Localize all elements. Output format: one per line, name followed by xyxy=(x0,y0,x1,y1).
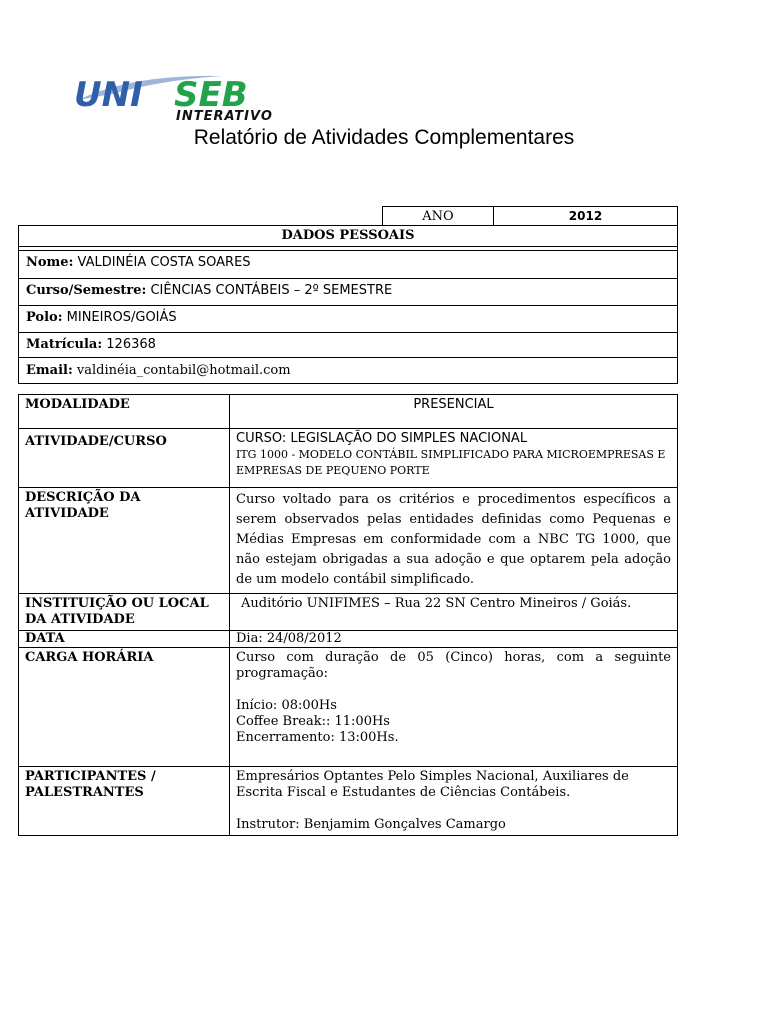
descricao-value: Curso voltado para os critérios e procedimentos específicos a serem observados pelas entidades definidas como Pequenas e Médias Empresas em conformidade com a NBC TG 1000, que não estejam obrigadas a sua adoção e que optarem pela adoção de um modelo contábil simplificado. xyxy=(230,488,678,594)
carga-label: CARGA HORÁRIA xyxy=(19,648,230,767)
ano-table xyxy=(382,206,678,226)
polo-row xyxy=(19,305,677,329)
atividade-line2: ITG 1000 - MODELO CONTÁBIL SIMPLIFICADO PARA MICROEMPRESAS E EMPRESAS DE PEQUENO PORTE xyxy=(236,448,666,477)
document-title: Relatório de Atividades Complementares xyxy=(193,126,575,149)
carga-fim: Encerramento: 13:00Hs. xyxy=(236,730,399,745)
logo-uni: UNI xyxy=(74,75,143,115)
uniseb-logo xyxy=(72,70,304,122)
ano-value: 2012 xyxy=(494,207,678,226)
activity-table xyxy=(18,394,678,836)
atividade-label: ATIVIDADE/CURSO xyxy=(19,429,230,488)
matricula-row xyxy=(19,332,677,356)
dados-pessoais-section xyxy=(18,225,678,384)
carga-spacer xyxy=(236,682,671,698)
modalidade-row xyxy=(19,395,678,429)
carga-coffee: Coffee Break:: 11:00Hs xyxy=(236,714,390,729)
polo-value: MINEIROS/GOIÁS xyxy=(66,310,177,325)
nome-label: Nome: xyxy=(26,255,74,270)
logo-interativo: INTERATIVO xyxy=(176,109,273,122)
atividade-row xyxy=(19,429,678,488)
participantes-text: Empresários Optantes Pelo Simples Nacional, Auxiliares de Escrita Fiscal e Estudantes de Ciências Contábeis. xyxy=(236,769,629,800)
data-label: DATA xyxy=(19,631,230,648)
email-value: valdinéia_contabil@hotmail.com xyxy=(76,363,291,378)
logo-seb: SEB xyxy=(174,75,248,115)
curso-value: CIÊNCIAS CONTÁBEIS – 2º SEMESTRE xyxy=(150,283,393,298)
matricula-label: Matrícula: xyxy=(26,337,103,352)
descricao-row xyxy=(19,488,678,594)
participantes-value xyxy=(230,767,678,836)
modalidade-label: MODALIDADE xyxy=(19,395,230,429)
data-value: Dia: 24/08/2012 xyxy=(230,631,678,648)
polo-label: Polo: xyxy=(26,310,63,325)
descricao-label: DESCRIÇÃO DA ATIVIDADE xyxy=(19,488,230,594)
curso-row xyxy=(19,278,677,302)
atividade-line1: CURSO: LEGISLAÇÃO DO SIMPLES NACIONAL xyxy=(236,431,528,446)
nome-value: VALDINÉIA COSTA SOARES xyxy=(77,255,251,270)
instituicao-label: INSTITUIÇÃO OU LOCAL DA ATIVIDADE xyxy=(19,594,230,631)
participantes-spacer xyxy=(236,801,671,817)
carga-intro: Curso com duração de 05 (Cinco) horas, com a seguinte programação: xyxy=(236,650,671,681)
modalidade-value: PRESENCIAL xyxy=(230,395,678,429)
email-label: Email: xyxy=(26,363,73,378)
instituicao-row xyxy=(19,594,678,631)
carga-inicio: Início: 08:00Hs xyxy=(236,698,337,713)
dados-pessoais-header: DADOS PESSOAIS xyxy=(19,226,677,247)
carga-row xyxy=(19,648,678,767)
nome-row xyxy=(19,250,677,274)
data-row xyxy=(19,631,678,648)
instituicao-value: Auditório UNIFIMES – Rua 22 SN Centro Mineiros / Goiás. xyxy=(230,594,678,631)
participantes-row xyxy=(19,767,678,836)
instrutor-text: Instrutor: Benjamim Gonçalves Camargo xyxy=(236,817,506,832)
carga-value xyxy=(230,648,678,767)
curso-label: Curso/Semestre: xyxy=(26,283,147,298)
atividade-value xyxy=(230,429,678,488)
email-row xyxy=(19,357,677,383)
matricula-value: 126368 xyxy=(106,337,156,352)
participantes-label: PARTICIPANTES / PALESTRANTES xyxy=(19,767,230,836)
ano-label: ANO xyxy=(383,207,494,226)
